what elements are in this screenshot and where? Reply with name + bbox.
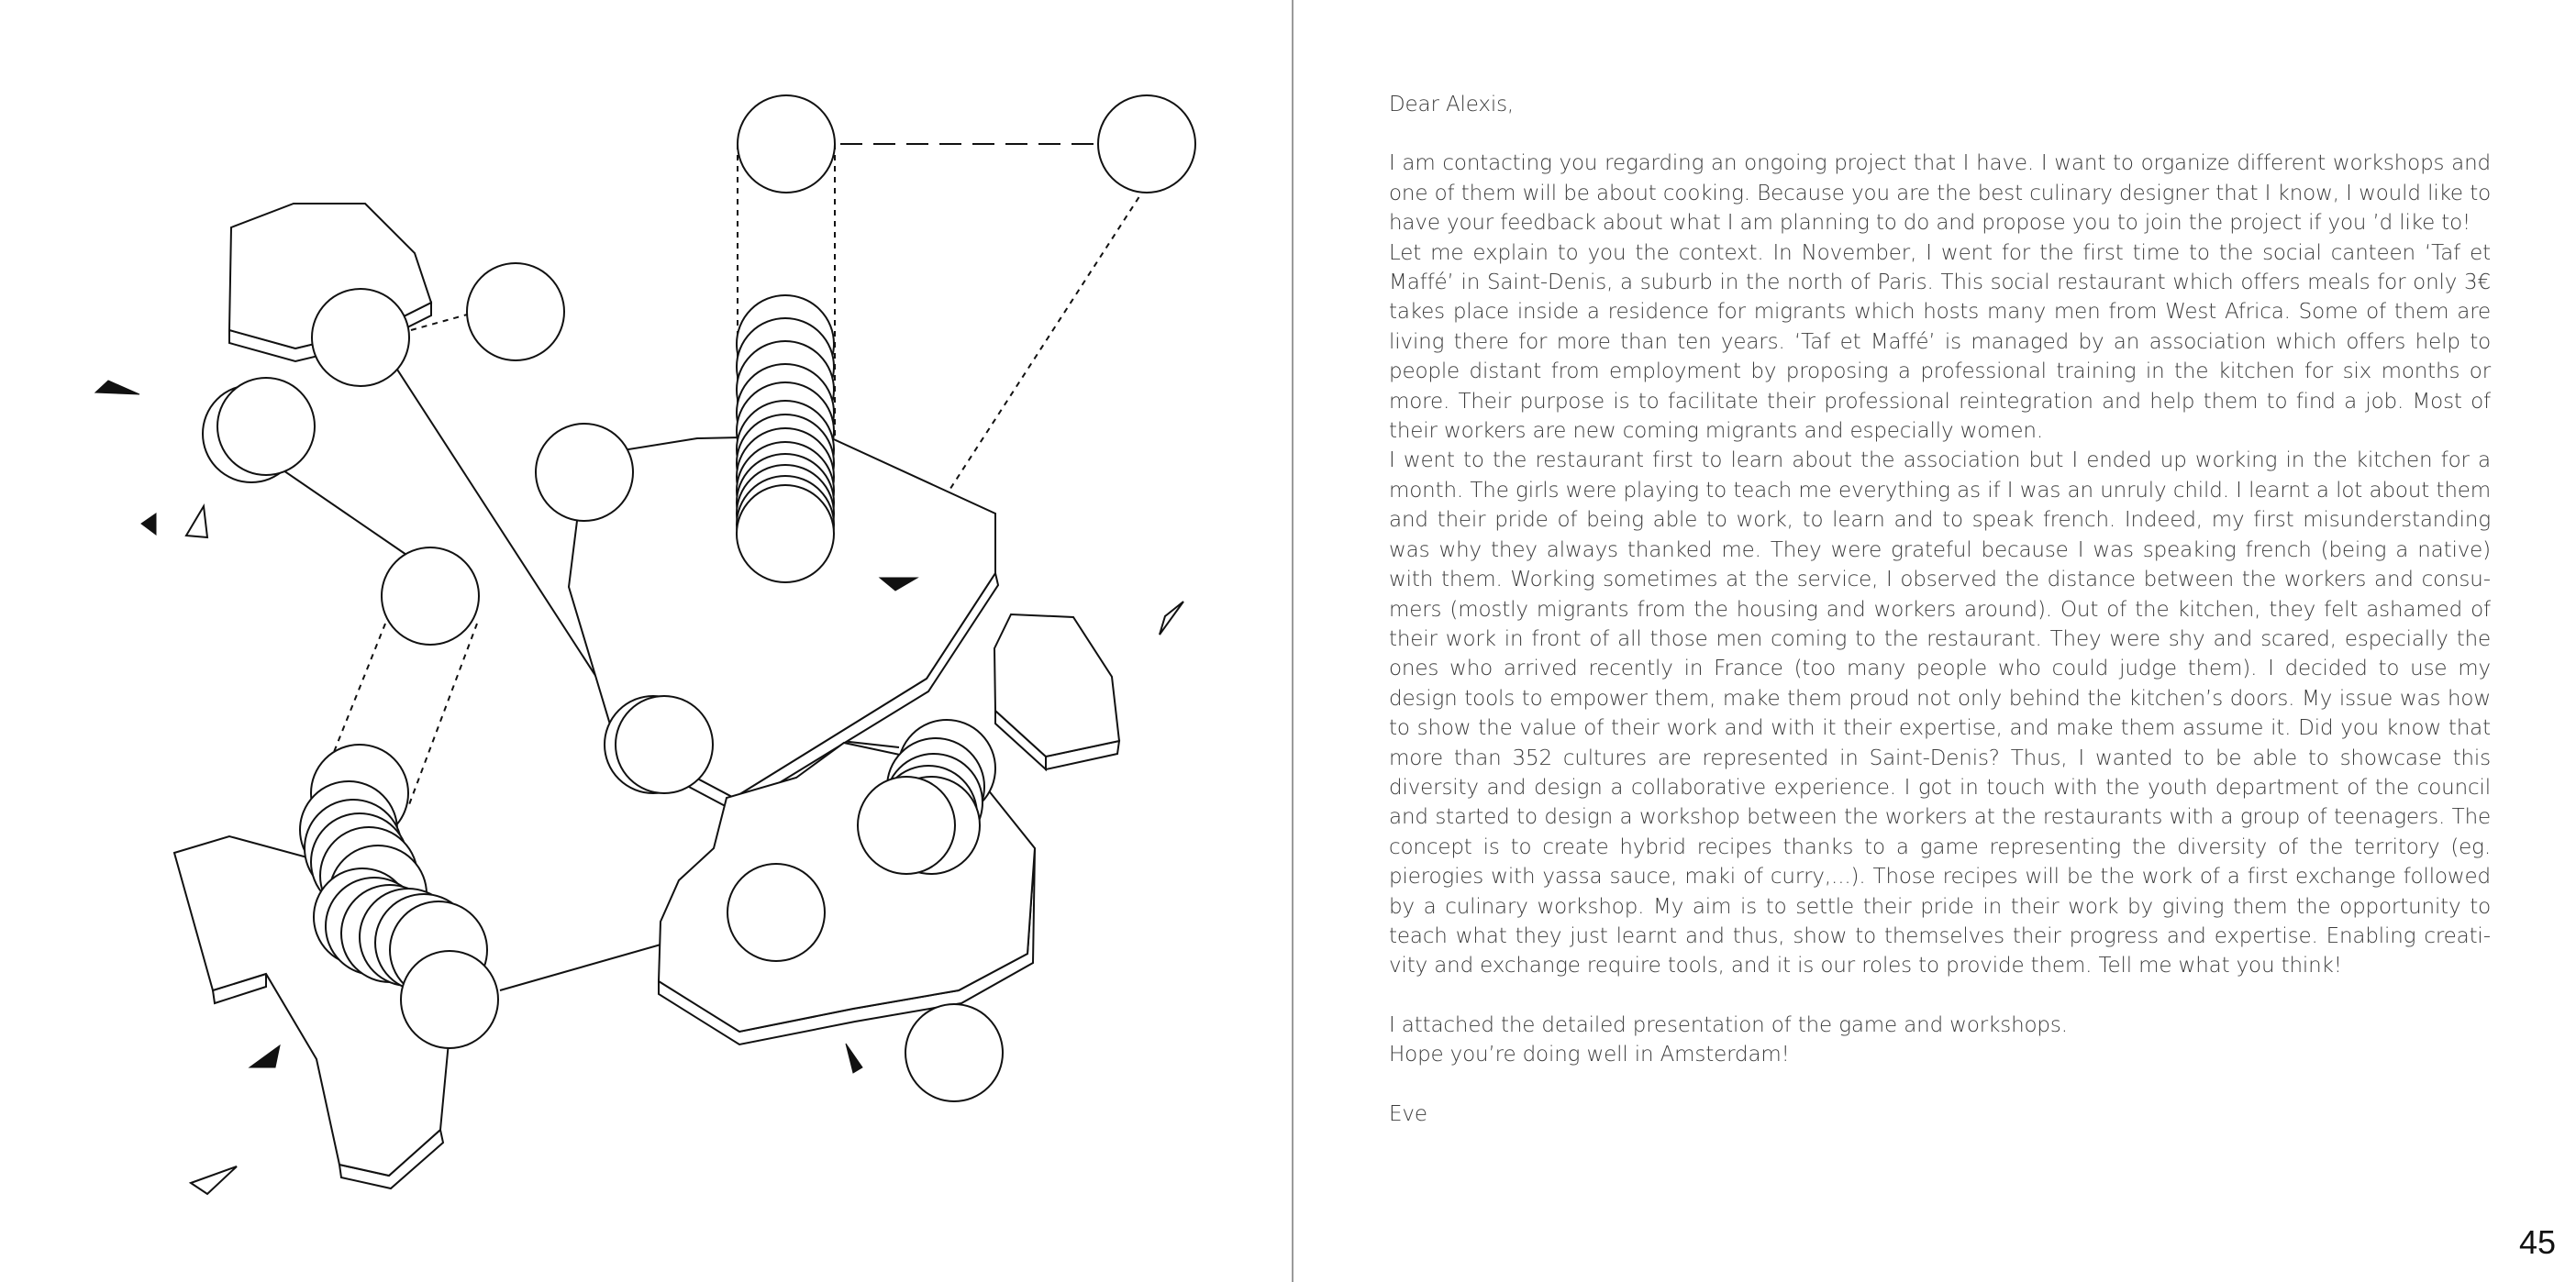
letter-closing-attachment: I attached the detailed presentation of the game and workshops. (1389, 1012, 2068, 1037)
right-page-letter (1294, 0, 2576, 1282)
letter-paragraph-context: Let me explain to you the context. In November, I went for the first time to the social canteen ‘Taf et Maffé’ in Saint-Denis, a suburb in the north of Paris. This social restaurant which offers meals for only 3€ takes place inside a residence for migrants which hosts many men from West Africa. Some of them are living there for more than ten years. ‘Taf et Maffé’ is managed by an association which offers help to people distant from employment by proposing a professional training in the kitchen for six months or more. Their purpose is to facilitate their professional reintegration and help them to find a job. Most of their workers are new coming migrants and especially women. (1389, 240, 2491, 444)
letter-body (1389, 90, 2491, 1129)
paragraph-spacer (1389, 119, 2491, 149)
letter-signature: Eve (1389, 1101, 1427, 1126)
prism-small-right (994, 614, 1119, 769)
letter-paragraph-intro: I am contacting you regarding an ongoing project that I have. I want to organize different workshops and one of them will be about cooking. Because you are the best culinary designer that I know, I would like to have your feedback about what I am planning to do and propose you to join the project if you ’d like to! (1389, 151, 2491, 236)
paragraph-spacer (1389, 981, 2491, 1011)
page-number: 45 (2518, 1223, 2556, 1261)
letter-closing-wishes: Hope you’re doing well in Amsterdam! (1389, 1043, 1790, 1067)
letter-salutation: Dear Alexis, (1389, 93, 1515, 116)
paragraph-spacer (1389, 1070, 2491, 1100)
letter-paragraph-experience: I went to the restaurant first to learn about the association but I ended up working in the kitchen for a month. The girls were playing to teach me everything as if I was an unruly child. I learnt a lot about them and their pride of being able to work, to learn and to speak french. Indeed, my first misunderstanding was why they always thanked me. They were grateful because I was speaking french (being a native) with them. Working sometimes at the service, I observed the distance between the workers and consumers (mostly migrants from the housing and workers around). Out of the kitchen, they felt ashamed of their work in front of all those men coming to the restaurant. They were shy and scared, especially the ones who arrived recently in France (too many people who could judge them). I decided to use my design tools to empower them, make them proud not only behind the kitchen’s doors. My issue was how to show the value of their work and with it their expertise, and make them assume it. Did you know that more than 352 cultures are represented in Saint-Denis? Thus, I wanted to be able to showcase this diversity and design a collaborative experience. I got in touch with the youth department of the council and started to design a workshop between the workers at the restaurants with a group of teenagers. The concept is to create hybrid recipes thanks to a game representing the diversity of the territory (eg. pierogies with yassa sauce, maki of curry,...). Those recipes will be the work of a first exchange followed by a culinary workshop. My aim is to settle their pride in their work by giving them the opportunity to teach what they just learnt and thus, show to themselves their progress and expertise. Enabling creativity and exchange require tools, and it is our roles to provide them. Tell me what you think! (1389, 448, 2491, 978)
